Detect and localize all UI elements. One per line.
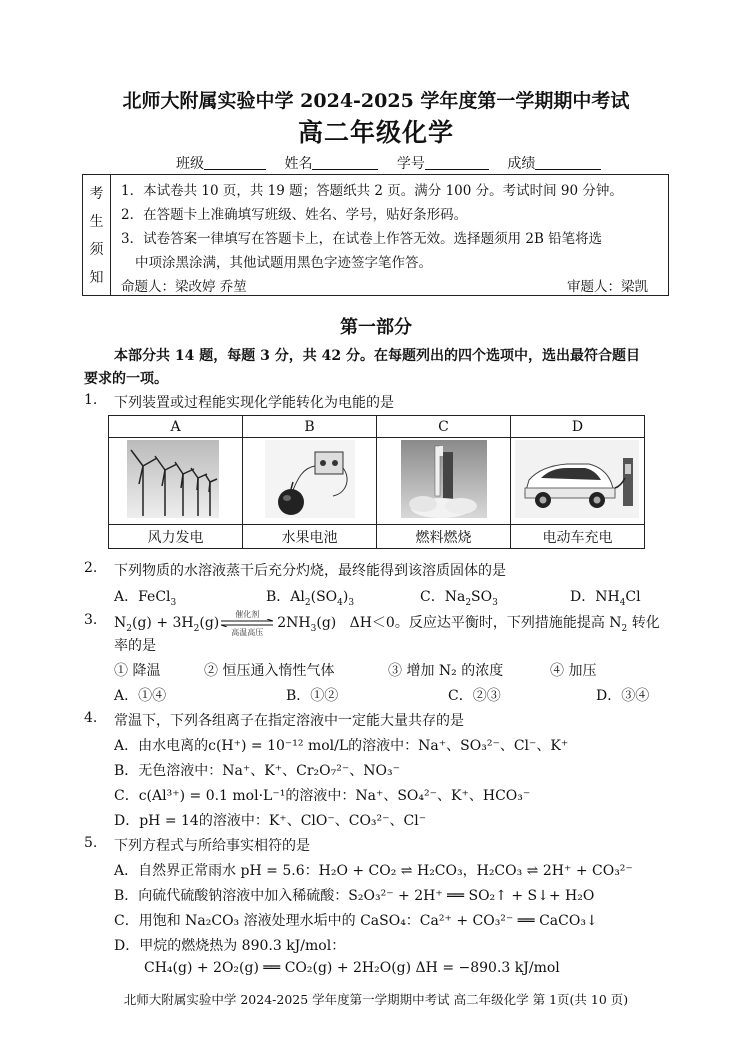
q1-header-b: B (243, 416, 377, 438)
q1-header-a: A (109, 416, 243, 438)
q5-option-c: C．用饱和 Na₂CO₃ 溶液处理水垢中的 CaSO₄：Ca²⁺ + CO₃²⁻ ══ CaCO₃↓ (114, 913, 598, 929)
notice-line: 1．本试卷共 10 页，共 19 题；答题纸共 2 页。满分 100 分。考试时间 90 分钟。 (121, 183, 623, 199)
notice-char: 考 (89, 186, 104, 202)
notice-char: 生 (89, 214, 104, 230)
q5-option-b: B．向硫代硫酸钠溶液中加入稀硫酸：S₂O₃²⁻ + 2H⁺ ══ SO₂↑ + S↓+ H₂O (114, 888, 595, 904)
q1-caption-a: 风力发电 (109, 525, 243, 549)
notice-char: 须 (89, 242, 104, 258)
q4-option-c: C．c(Al³⁺) = 0.1 mol·L⁻¹的溶液中：Na⁺、SO₄²⁻、K⁺、HCO₃⁻ (114, 788, 531, 804)
q4-stem: 常温下，下列各组离子在指定溶液中一定能大量共存的是 (114, 713, 464, 729)
notice-side-label (83, 175, 111, 295)
q3-measure-1: ① 降温 (114, 663, 161, 679)
q3-stem-line2: 率的是 (114, 638, 156, 654)
page-footer: 北师大附属实验中学 2024-2025 学年度第一学期期中考试 高二年级化学 第 1页(共 10 页) (123, 992, 629, 1007)
exam-title: 北师大附属实验中学 2024-2025 学年度第一学期期中考试 (122, 90, 630, 112)
student-id-label: 学号 (396, 156, 425, 172)
q1-options-table (108, 415, 645, 549)
q5-option-a: A．自然界正常雨水 pH = 5.6：H₂O + CO₂ ⇌ H₂CO₃，H₂CO₃ ⇌ 2H⁺ + CO₃²⁻ (114, 863, 633, 879)
q2-stem: 下列物质的水溶液蒸干后充分灼烧，最终能得到该溶质固体的是 (114, 563, 506, 579)
student-info-line (176, 153, 601, 173)
q5-number: 5. (84, 835, 98, 851)
student-id-blank[interactable] (425, 155, 489, 170)
q1-caption-c: 燃料燃烧 (377, 525, 511, 549)
q3-option-a: A．①④ (114, 688, 167, 704)
q3-measure-2: ② 恒压通入惰性气体 (204, 663, 335, 679)
q1-header-d: D (511, 416, 645, 438)
q3-measure-3: ③ 增加 N₂ 的浓度 (388, 663, 504, 679)
section-intro: 本部分共 14 题，每题 3 分，共 42 分。在每题列出的四个选项中，选出最符合题目 (114, 348, 640, 364)
exam-notice-box (82, 174, 669, 296)
notice-char: 知 (89, 270, 104, 286)
score-blank[interactable] (535, 155, 601, 170)
wind-turbines-icon (109, 438, 243, 525)
q5-option-d: D．甲烷的燃烧热为 890.3 kJ/mol： (114, 938, 346, 954)
q4-option-a: A．由水电离的c(H⁺) = 10⁻¹² mol/L的溶液中：Na⁺、SO₃²⁻、Cl⁻、K⁺ (114, 738, 569, 754)
notice-reviewer: 审题人：梁凯 (567, 279, 648, 295)
q2-option-a: A．FeCl$_3$ (114, 589, 177, 608)
q5-stem: 下列方程式与所给事实相符的是 (114, 838, 310, 854)
q3-measure-4: ④ 加压 (550, 663, 597, 679)
q2-option-c: C．$Na_2SO_3$ (420, 589, 498, 608)
q4-option-b: B．无色溶液中：Na⁺、K⁺、Cr₂O₇²⁻、NO₃⁻ (114, 763, 400, 779)
q3-option-b: B．①② (286, 688, 339, 704)
section-intro-2: 要求的一项。 (84, 371, 168, 387)
q3-option-d: D．③④ (596, 688, 650, 704)
q4-option-d: D．pH = 14的溶液中：K⁺、ClO⁻、CO₃²⁻、Cl⁻ (114, 813, 427, 829)
notice-line: 中项涂黑涂满，其他试题用黑色字迹签字笔作答。 (135, 255, 432, 271)
notice-line: 2．在答题卡上准确填写班级、姓名、学号，贴好条形码。 (121, 207, 468, 223)
q2-number: 2. (84, 560, 98, 576)
q3-option-c: C．②③ (448, 688, 501, 704)
q2-option-b: B．$Al_2(SO_4)_3$ (266, 589, 355, 608)
reversible-arrow-icon: 催化剂 高温高压 (219, 615, 277, 631)
class-label: 班级 (176, 156, 204, 172)
q1-caption-b: 水果电池 (243, 525, 377, 549)
exam-subject: 高二年级化学 (297, 118, 454, 147)
q4-number: 4. (84, 710, 98, 726)
name-blank[interactable] (312, 155, 378, 170)
q3-stem: $N_2(g) + 3H_2(g)$ 催化剂 高温高压 $2NH_3(g)$ ΔH＜0。反应达平衡时，下列措施能提高 $N_2$ 转化 (114, 610, 660, 637)
class-blank[interactable] (204, 155, 266, 170)
section-title: 第一部分 (340, 317, 412, 338)
fruit-battery-icon (243, 438, 377, 525)
q1-stem: 下列装置或过程能实现化学能转化为电能的是 (114, 395, 394, 411)
rocket-launch-icon (377, 438, 511, 525)
notice-author: 命题人：梁改婷 乔堃 (121, 279, 247, 295)
score-label: 成绩 (507, 156, 536, 172)
notice-line: 3．试卷答案一律填写在答题卡上，在试卷上作答无效。选择题须用 2B 铅笔将选 (121, 231, 603, 247)
q1-caption-d: 电动车充电 (511, 525, 645, 549)
ev-charging-icon (511, 438, 645, 525)
q5-option-d-equation: CH₄(g) + 2O₂(g) ══ CO₂(g) + 2H₂O(g) ΔH = −890.3 kJ/mol (144, 960, 560, 976)
q1-header-c: C (377, 416, 511, 438)
name-label: 姓名 (284, 156, 313, 172)
q2-option-d: D．$NH_4Cl$ (570, 589, 641, 608)
q3-number: 3. (84, 612, 98, 628)
q1-number: 1. (84, 392, 98, 408)
